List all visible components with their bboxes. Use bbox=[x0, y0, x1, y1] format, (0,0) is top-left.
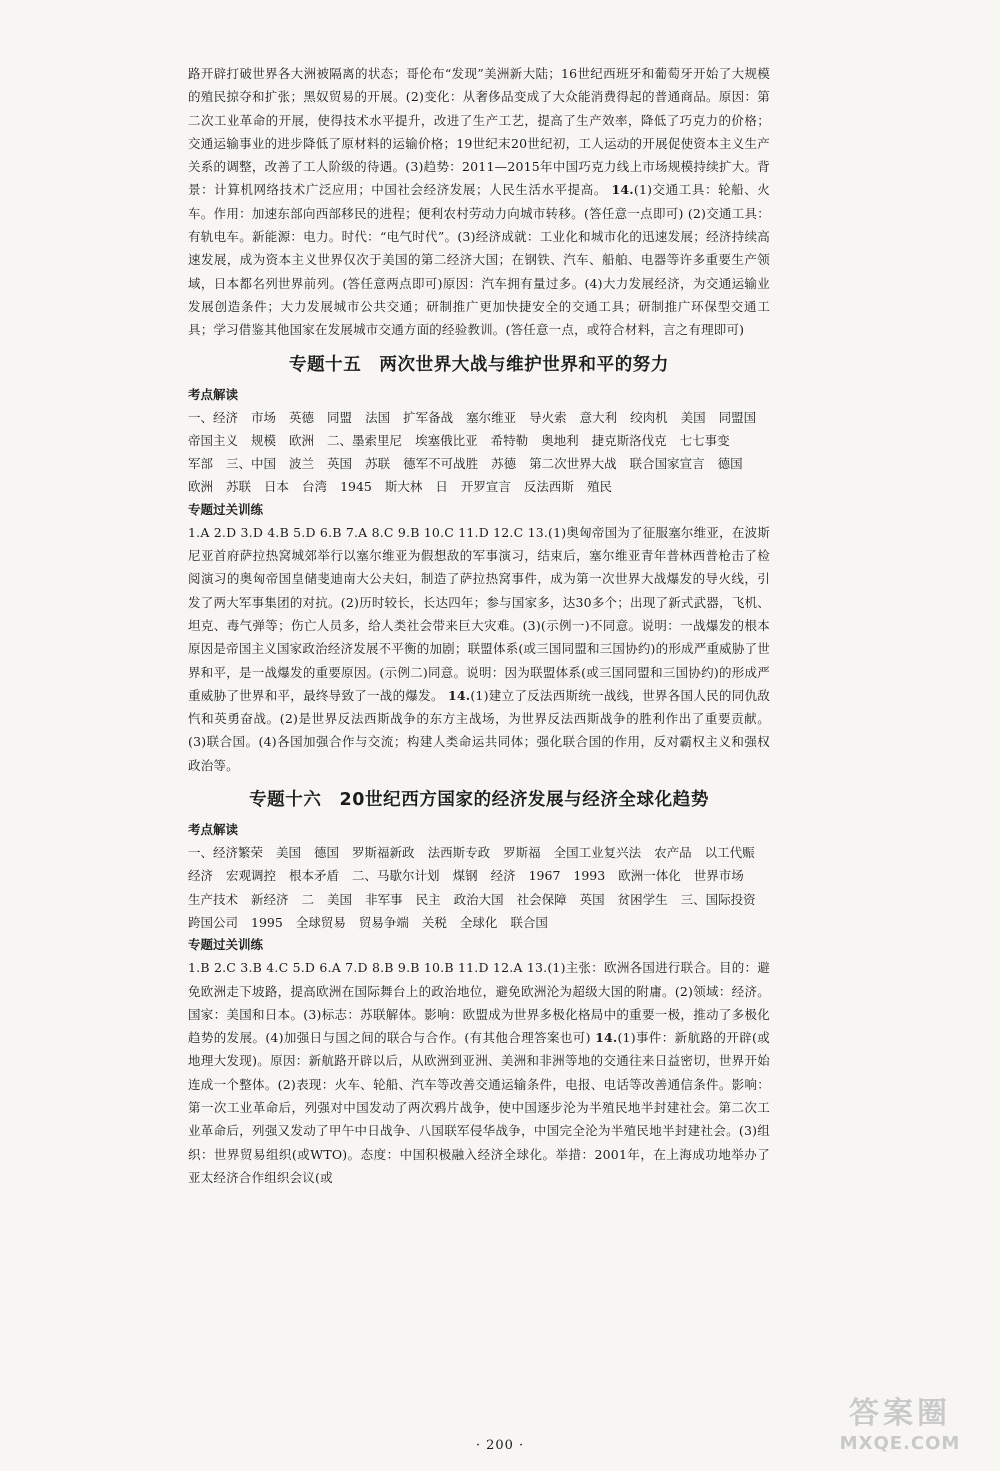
keyword-item: 欧洲 bbox=[188, 479, 214, 495]
keyword-item: 七七事变 bbox=[679, 432, 730, 448]
keyword-item: 宏观调控 bbox=[226, 868, 277, 884]
topic15-keywords bbox=[188, 406, 770, 499]
keyword-item: 日 bbox=[435, 479, 448, 495]
keyword-item: 捷克斯洛伐克 bbox=[591, 432, 667, 448]
topic16-kaodian-label: 考点解读 bbox=[188, 822, 239, 838]
keyword-item: 社会保障 bbox=[516, 891, 567, 907]
keyword-item: 农产品 bbox=[654, 845, 692, 861]
keyword-item: 全球贸易 bbox=[295, 914, 346, 930]
answer-page bbox=[188, 62, 770, 1189]
keyword-item: 全国工业复兴法 bbox=[553, 845, 642, 861]
keyword-item: 全球化 bbox=[459, 914, 498, 930]
keyword-item: 二、墨索里尼 bbox=[327, 432, 403, 448]
keyword-item: 关税 bbox=[421, 914, 447, 930]
question-number: 14. bbox=[595, 1030, 618, 1046]
keyword-item: 德军不可战胜 bbox=[403, 456, 479, 472]
keyword-item: 塞尔维亚 bbox=[466, 409, 517, 425]
keyword-item: 以工代赈 bbox=[704, 845, 755, 861]
topic16-title: 专题十六 20世纪西方国家的经济发展与经济全球化趋势 bbox=[249, 790, 709, 811]
keyword-item: 民主 bbox=[415, 891, 441, 907]
keyword-item: 日本 bbox=[264, 479, 290, 495]
keyword-item: 德国 bbox=[717, 456, 743, 472]
keyword-item: 煤钢 bbox=[452, 868, 478, 884]
keyword-item: 一、经济繁荣 bbox=[188, 845, 264, 861]
keyword-item: 英国 bbox=[579, 891, 605, 907]
keyword-item: 殖民 bbox=[586, 479, 612, 495]
keyword-item: 导火索 bbox=[529, 409, 567, 425]
keyword-item: 经济 bbox=[188, 868, 214, 884]
keyword-item: 生产技术 bbox=[188, 891, 239, 907]
keyword-item: 军部 bbox=[188, 456, 214, 472]
keyword-item: 罗斯福 bbox=[503, 845, 541, 861]
keyword-item: 联合国家宣言 bbox=[629, 456, 705, 472]
topic15-title: 专题十五 两次世界大战与维护世界和平的努力 bbox=[288, 354, 669, 375]
keyword-item: 台湾 bbox=[302, 479, 328, 495]
keyword-item: 意大利 bbox=[579, 409, 618, 425]
watermark-url: MXQE.COM bbox=[839, 1433, 961, 1454]
keyword-item: 反法西斯 bbox=[523, 479, 574, 495]
keyword-item: 新经济 bbox=[251, 891, 289, 907]
keyword-item: 二、马歇尔计划 bbox=[352, 868, 440, 884]
keyword-item: 德国 bbox=[314, 845, 340, 861]
keyword-item: 贫困学生 bbox=[617, 891, 668, 907]
keyword-item: 美国 bbox=[327, 891, 353, 907]
keyword-item: 二 bbox=[301, 891, 315, 907]
keyword-item: 根本矛盾 bbox=[289, 868, 340, 884]
page-number: · 200 · bbox=[475, 1438, 525, 1453]
keyword-item: 市场 bbox=[251, 409, 277, 425]
keyword-item: 美国 bbox=[276, 845, 302, 861]
keyword-item: 规模 bbox=[251, 432, 277, 448]
keyword-item: 欧洲一体化 bbox=[618, 868, 681, 884]
keyword-item: 同盟 bbox=[327, 409, 353, 425]
topic15-xunlian-label: 专题过关训练 bbox=[188, 501, 264, 517]
question-number: 14. bbox=[448, 687, 471, 703]
keyword-item: 1993 bbox=[573, 868, 606, 884]
topic16-keywords bbox=[188, 841, 770, 934]
intro-paragraph: 路开辟打破世界各大洲被隔离的状态；哥伦布“发现”美洲新大陆；16世纪西班牙和葡萄牙开始了大规模的殖民掠夺和扩张；黑奴贸易的开展。(2)变化：从奢侈品变成了大众能消费得起的普通商品。原因：第二次工业革命的开展，使得技术水平提升，改进了生产工艺，提高了生产效率，降低了巧克力的价格；交通运输事业的进步降低了原材料的运输价格；19世纪末20世纪初，工人运动的开展促使资本主义生产关系的调整，改善了工人阶级的待遇。(3)趋势：2011—2015年中国巧克力线上市场规模持续扩大。背景：计算机网络技术广泛应用；中国社会经济发展；人民生活水平提高。 14.(1)交通工具：轮船、火车。作用：加速东部向西部移民的进程；便利农村劳动力向城市转移。(答任意一点即可) (2)交通工具：有轨电车。新能源：电力。时代：“电气时代”。(3)经济成就：工业化和城市化的迅速发展；经济持续高速发展，成为资本主义世界仅次于美国的第二经济大国；在钢铁、汽车、船舶、电器等许多重要生产领域，日本都名列世界前列。(答任意两点即可)原因：汽车拥有量过多。(4)大力发展经济，为交通运输业发展创造条件；大力发展城市公共交通；研制推广更加快捷安全的交通工具；研制推广环保型交通工具；学习借鉴其他国家在发展城市交通方面的经验教训。(答任意一点，或符合材料，言之有理即可) bbox=[188, 66, 771, 338]
keyword-item: 帝国主义 bbox=[188, 432, 239, 448]
topic15-kaodian-label: 考点解读 bbox=[188, 386, 239, 402]
keyword-item: 苏联 bbox=[365, 456, 391, 472]
keyword-item: 1967 bbox=[528, 868, 561, 884]
keyword-item: 第二次世界大战 bbox=[529, 456, 617, 472]
keyword-item: 三、国际投资 bbox=[680, 891, 756, 907]
keyword-item: 贸易争端 bbox=[358, 914, 409, 930]
keyword-item: 1945 bbox=[340, 479, 372, 495]
keyword-item: 苏联 bbox=[226, 479, 252, 495]
keyword-item: 世界市场 bbox=[693, 868, 744, 884]
keyword-item: 斯大林 bbox=[384, 479, 423, 495]
keyword-item: 同盟国 bbox=[718, 409, 757, 425]
keyword-item: 欧洲 bbox=[289, 432, 315, 448]
keyword-item: 埃塞俄比亚 bbox=[415, 432, 478, 448]
keyword-item: 政治大国 bbox=[453, 891, 504, 907]
question-number: 14. bbox=[611, 182, 634, 198]
topic15-answers: 1.A 2.D 3.D 4.B 5.D 6.B 7.A 8.C 9.B 10.C 11.D 12.C 13.(1)奥匈帝国为了征服塞尔维亚，在波斯尼亚首府萨拉热窝城郊举行以塞尔维亚为假想敌的军事演习，结束后，塞尔维亚青年普林西普枪击了检阅演习的奥匈帝国皇储斐迪南大公夫妇，制造了萨拉热窝事件，成为第一次世界大战爆发的导火线，引发了两大军事集团的对抗。(2)历时较长，长达四年；参与国家多，达30多个；出现了新式武器，飞机、坦克、毒气弹等；伤亡人员多，给人类社会带来巨大灾难。(3)(示例一)不同意。说明：一战爆发的根本原因是帝国主义国家政治经济发展不平衡的加剧；联盟体系(或三国同盟和三国协约)的形成严重威胁了世界和平，是一战爆发的重要原因。(示例二)同意。说明：因为联盟体系(或三国同盟和三国协约)的形成严重威胁了世界和平，最终导致了一战的爆发。 14.(1)建立了反法西斯统一战线，世界各国人民的同仇敌忾和英勇奋战。(2)是世界反法西斯战争的东方主战场，为世界反法西斯战争的胜利作出了重要贡献。(3)联合国。(4)各国加强合作与交流；构建人类命运共同体；强化联合国的作用，反对霸权主义和强权政治等。 bbox=[188, 524, 770, 773]
keyword-item: 非军事 bbox=[365, 891, 403, 907]
keyword-item: 英德 bbox=[289, 409, 315, 425]
keyword-item: 罗斯福新政 bbox=[352, 845, 415, 861]
keyword-item: 希特勒 bbox=[490, 432, 529, 448]
keyword-item: 跨国公司 bbox=[188, 914, 239, 930]
watermark-logo bbox=[820, 1395, 980, 1465]
keyword-item: 英国 bbox=[327, 456, 353, 472]
keyword-item: 1995 bbox=[251, 914, 283, 930]
topic16-xunlian-label: 专题过关训练 bbox=[188, 937, 264, 953]
topic16-answers: 1.B 2.C 3.B 4.C 5.D 6.A 7.D 8.B 9.B 10.B 11.D 12.A 13.(1)主张：欧洲各国进行联合。目的：避免欧洲走下坡路，提高欧洲在国际舞台上的政治地位，避免欧洲沦为超级大国的附庸。(2)领域：经济。国家：美国和日本。(3)标志：苏联解体。影响：欧盟成为世界多极化格局中的重要一极，推动了多极化趋势的发展。(4)加强日与国之间的联合与合作。(有其他合理答案也可) 14.(1)事件：新航路的开辟(或地理大发现)。原因：新航路开辟以后，从欧洲到亚洲、美洲和非洲等地的交通往来日益密切，世界开始连成一个整体。(2)表现：火车、轮船、汽车等改善交通运输条件，电报、电话等改善通信条件。影响：第一次工业革命后，列强对中国发动了两次鸦片战争，使中国逐步沦为半殖民地半封建社会。第二次工业革命后，列强又发动了甲午中日战争、八国联军侵华战争，中国完全沦为半殖民地半封建社会。(3)组织：世界贸易组织(或WTO)。态度：中国积极融入经济全球化。举措：2001年，在上海成功地举办了亚太经济合作组织会议(或 bbox=[188, 960, 770, 1185]
keyword-item: 绞肉机 bbox=[630, 409, 668, 425]
watermark-text: 答案圈 bbox=[849, 1396, 951, 1431]
keyword-item: 联合国 bbox=[510, 914, 548, 930]
keyword-item: 苏德 bbox=[491, 456, 517, 472]
keyword-item: 波兰 bbox=[289, 456, 315, 472]
keyword-item: 奥地利 bbox=[541, 432, 579, 448]
keyword-item: 一、经济 bbox=[188, 409, 239, 425]
keyword-item: 美国 bbox=[680, 409, 706, 425]
keyword-item: 三、中国 bbox=[226, 456, 277, 472]
keyword-item: 开罗宣言 bbox=[460, 479, 511, 495]
keyword-item: 经济 bbox=[490, 868, 516, 884]
keyword-item: 法西斯专政 bbox=[427, 845, 491, 861]
keyword-item: 法国 bbox=[365, 409, 391, 425]
keyword-item: 扩军备战 bbox=[403, 409, 454, 425]
